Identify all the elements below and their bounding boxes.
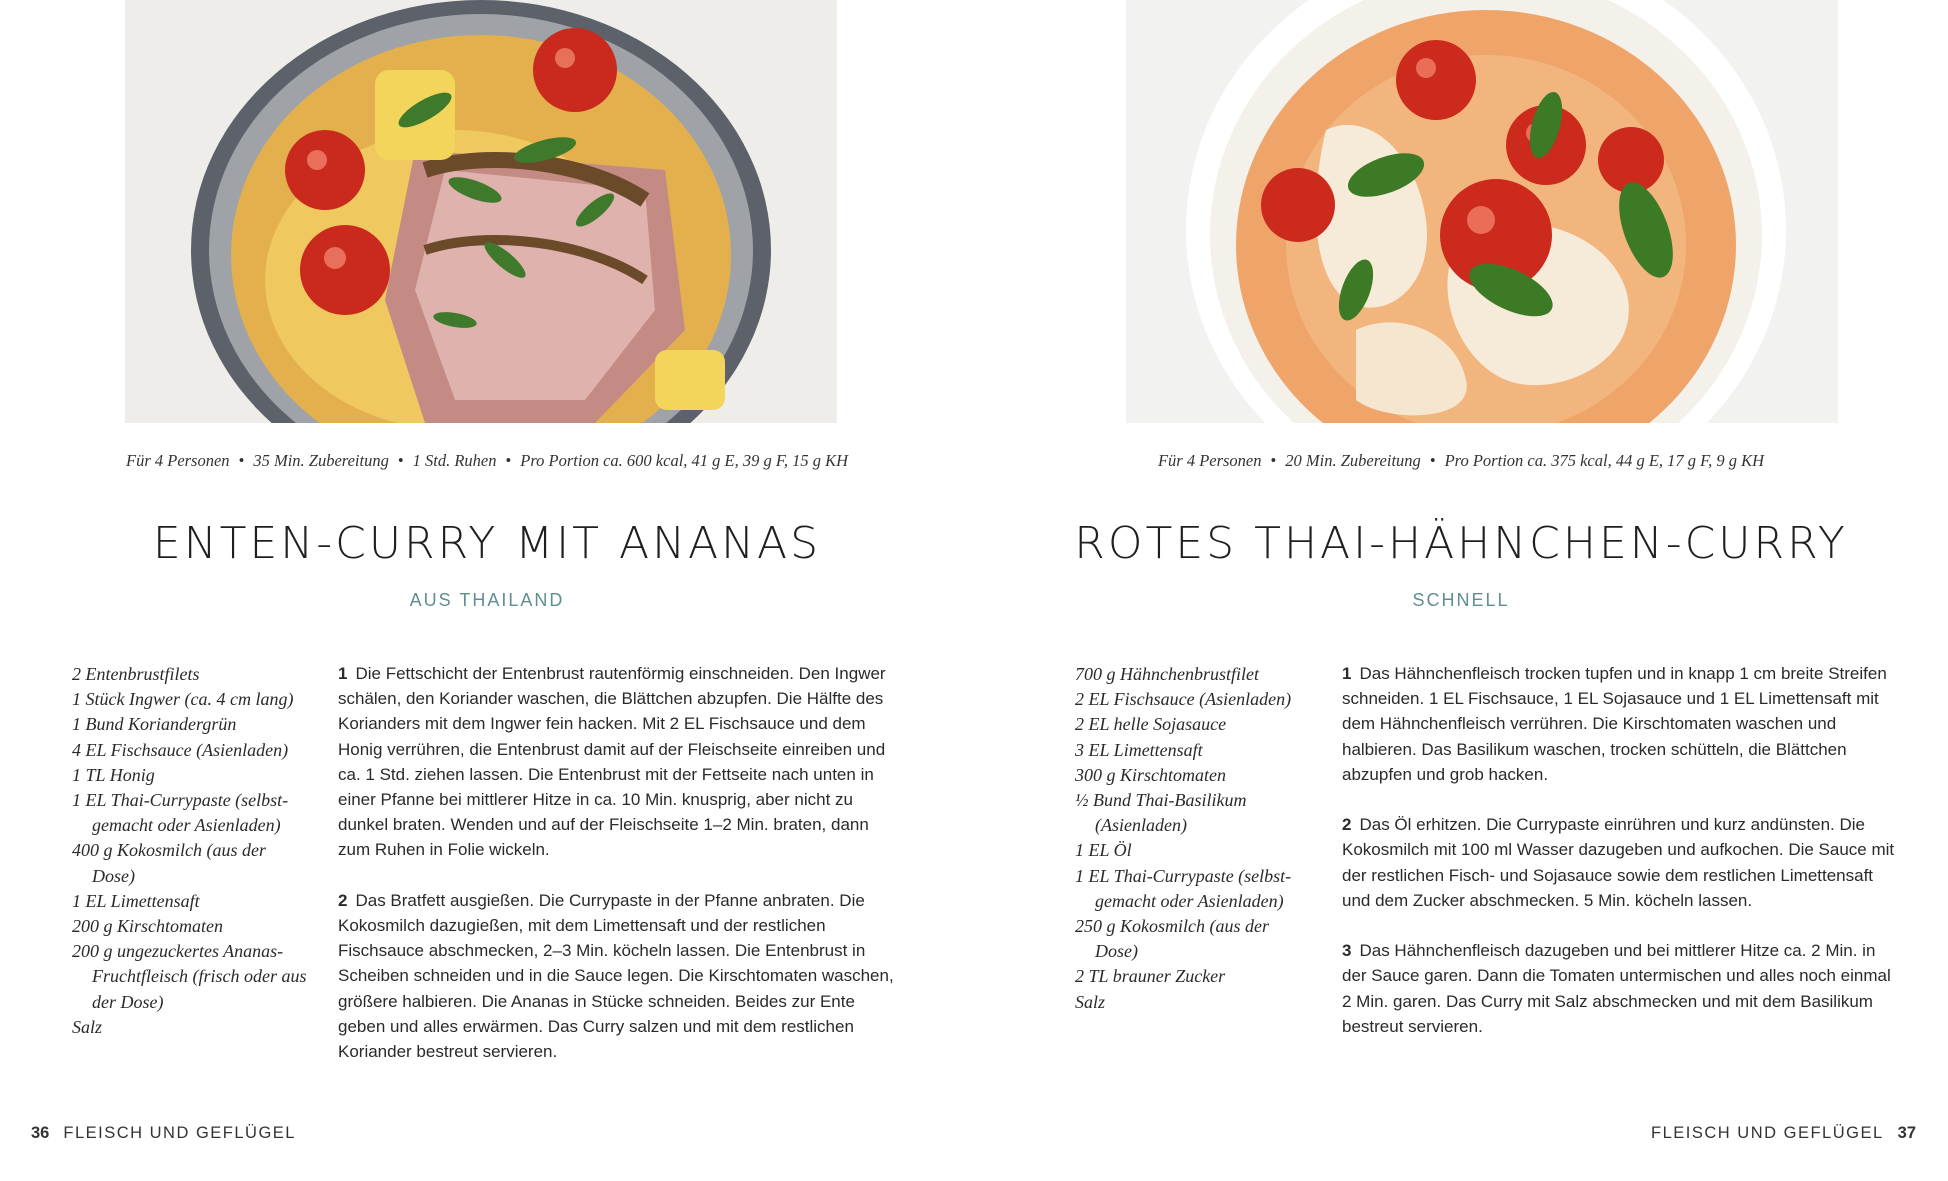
section-name: FLEISCH UND GEFLÜGEL xyxy=(63,1124,296,1142)
page-number: 36 xyxy=(31,1124,50,1142)
ingredient-item: 1 EL Öl xyxy=(1075,840,1132,861)
ingredient-item: 1 EL Limettensaft xyxy=(72,890,200,911)
ingredient-item: 700 g Hähnchenbrustfilet xyxy=(1075,664,1259,684)
ingredient-item: 1 Stück Ingwer (ca. 4 cm lang) xyxy=(72,689,294,710)
recipe-subtitle: SCHNELL xyxy=(1412,590,1510,610)
page-footer xyxy=(1651,1124,1916,1143)
duck-curry-photo xyxy=(125,0,837,423)
ingredient-item: 4 EL Fischsauce (Asienladen) xyxy=(72,739,289,760)
instructions xyxy=(338,661,894,1089)
bullet: • xyxy=(1270,451,1277,470)
ingredient-list xyxy=(1075,662,1315,1015)
meta-prep-time: 35 Min. Zubereitung xyxy=(253,451,389,470)
step-number: 2 xyxy=(338,890,348,910)
meta-prep-time: 20 Min. Zubereitung xyxy=(1285,451,1421,470)
ingredient-item: 300 g Kirschtomaten xyxy=(1075,764,1226,785)
page-number: 37 xyxy=(1897,1124,1916,1142)
meta-servings: Für 4 Personen xyxy=(125,451,230,470)
meta-nutrition: Pro Portion ca. 600 kcal, 41 g E, 39 g F, 15 g KH xyxy=(520,451,848,470)
instruction-step xyxy=(1342,938,1898,1039)
recipe-title: ENTEN-CURRY MIT ANANAS xyxy=(152,518,822,569)
instruction-step xyxy=(1342,661,1898,787)
step-number: 1 xyxy=(338,664,348,683)
step-text: Das Bratfett ausgießen. Die Currypaste in der Pfanne anbraten. Die Kokosmilch dazugießen, mit dem Limettensaft und der restlichen Fischsauce abschmecken, 2–3 Min. köcheln lassen. Die Entenbrust in Scheiben schneiden und in die Sauce legen. Die Kirschtomaten waschen, größere halbieren. Die Ananas in Stücke schneiden. Beides zur Ente geben und alles erwärmen. Das Curry salzen und mit dem restlichen Koriander bestreut servieren. xyxy=(338,890,894,1062)
meta-nutrition: Pro Portion ca. 375 kcal, 44 g E, 17 g F, 9 g KH xyxy=(1444,451,1765,470)
ingredient-list xyxy=(72,662,312,1040)
step-text: Das Hähnchenfleisch trocken tupfen und in knapp 1 cm breite Streifen schneiden. 1 EL Fischsauce, 1 EL Sojasauce und 1 EL Limettensaft mit dem Hähnchenfleisch verrühren. Die Kirschtomaten waschen und halbieren. Das Basilikum waschen, trocken schütteln, die Blättchen abzupfen und grob hacken. xyxy=(1342,664,1887,784)
ingredient-item: 2 TL brauner Zucker xyxy=(1075,966,1226,987)
ingredient-item: Salz xyxy=(72,1016,103,1037)
chicken-curry-photo xyxy=(1126,0,1838,423)
step-number: 3 xyxy=(1342,941,1352,961)
ingredient-item: ½ Bund Thai-Basilikum (Asienladen) xyxy=(1075,790,1247,836)
meta-rest-time: 1 Std. Ruhen xyxy=(412,451,497,470)
section-name: FLEISCH UND GEFLÜGEL xyxy=(1651,1124,1884,1142)
ingredient-item: 2 EL Fischsauce (Asienladen) xyxy=(1075,689,1292,710)
ingredient-item: 200 g ungezuckertes Ananas-Fruchtfleisch (frisch oder aus der Dose) xyxy=(72,941,307,1012)
step-text: Die Fettschicht der Entenbrust rautenförmig einschneiden. Den Ingwer schälen, den Koriander waschen, die Blättchen abzupfen. Die Hälfte des Korianders mit dem Ingwer fein hacken. Mit 2 EL Fischsauce und dem Honig verrühren, die Entenbrust damit auf der Fleischseite einreiben und ca. 1 Std. ziehen lassen. Die Entenbrust mit der Fettseite nach unten in einer Pfanne bei mittlerer Hitze in ca. 10 Min. knusprig, aber nicht zu dunkel braten. Wenden und auf der Fleischseite 1–2 Min. braten, dann zum Ruhen in Folie wickeln. xyxy=(338,664,886,860)
recipe-meta xyxy=(0,451,974,471)
step-text: Das Hähnchenfleisch dazugeben und bei mittlerer Hitze ca. 2 Min. in der Sauce garen. Dann die Tomaten untermischen und alles noch einmal 2 Min. garen. Das Curry mit Salz abschmecken und mit dem Basilikum bestreut servieren. xyxy=(1342,941,1891,1036)
ingredient-item: 2 EL helle Sojasauce xyxy=(1075,714,1227,735)
ingredient-item: 1 EL Thai-Currypaste (selbst-gemacht oder Asienladen) xyxy=(1075,865,1292,911)
step-number: 2 xyxy=(1342,815,1352,835)
ingredient-item: 2 Entenbrustfilets xyxy=(72,664,200,684)
instructions xyxy=(1342,661,1898,1064)
recipe-title: ROTES THAI-HÄHNCHEN-CURRY xyxy=(1074,518,1848,569)
right-page xyxy=(974,0,1948,1181)
bullet: • xyxy=(238,451,245,470)
ingredient-item: Salz xyxy=(1075,991,1106,1012)
ingredient-item: 1 TL Honig xyxy=(72,764,155,785)
bullet: • xyxy=(397,451,404,470)
bullet: • xyxy=(1429,451,1436,470)
ingredient-item: 1 Bund Koriandergrün xyxy=(72,714,237,735)
ingredient-item: 1 EL Thai-Currypaste (selbst-gemacht oder Asienladen) xyxy=(72,790,289,836)
instruction-step xyxy=(338,888,894,1064)
instruction-step xyxy=(338,661,894,863)
bullet: • xyxy=(505,451,512,470)
step-number: 1 xyxy=(1342,664,1352,683)
step-text: Das Öl erhitzen. Die Currypaste einrühren und kurz andünsten. Die Kokosmilch mit 100 ml Wasser dazugeben und aufkochen. Die Sauce mit der restlichen Fisch- und Sojasauce sowie dem restlichen Limettensaft und dem Zucker abschmecken. 5 Min. köcheln lassen. xyxy=(1342,815,1895,910)
ingredient-item: 200 g Kirschtomaten xyxy=(72,916,223,937)
ingredient-item: 3 EL Limettensaft xyxy=(1075,739,1203,760)
recipe-meta xyxy=(974,451,1948,471)
instruction-step xyxy=(1342,812,1898,913)
ingredient-item: 250 g Kokosmilch (aus der Dose) xyxy=(1075,916,1269,962)
page-footer xyxy=(31,1124,296,1143)
meta-servings: Für 4 Personen xyxy=(1157,451,1262,470)
ingredient-item: 400 g Kokosmilch (aus der Dose) xyxy=(72,840,266,886)
recipe-subtitle: AUS THAILAND xyxy=(409,590,565,610)
